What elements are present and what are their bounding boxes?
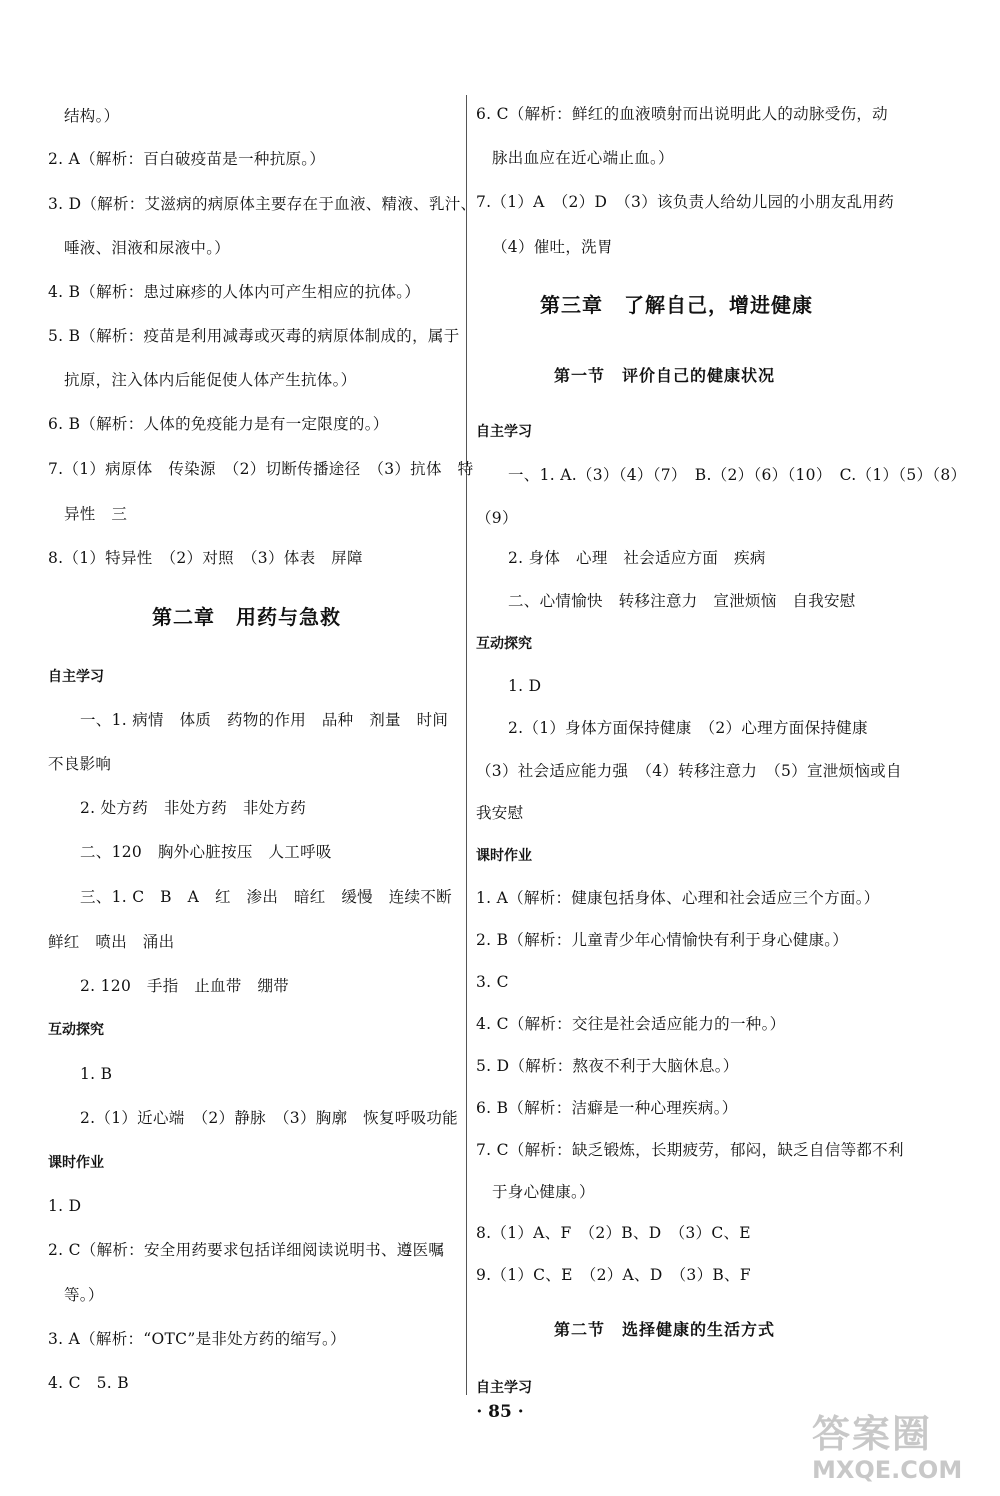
answer-line: 等。）	[64, 1286, 104, 1304]
chapter-title: 第二章 用药与急救	[152, 605, 341, 629]
answer-line: 5. B（解析：疫苗是利用减毒或灭毒的病原体制成的，属于	[48, 327, 460, 345]
subsection-heading: 互动探究	[476, 636, 532, 652]
answer-line: 脉出血应在近心端止血。）	[492, 149, 674, 167]
answer-line: 1. D	[48, 1197, 82, 1215]
answer-line: （3）社会适应能力强 （4）转移注意力 （5）宣泄烦恼或自	[476, 762, 902, 780]
answer-line: 3. A（解析：“OTC”是非处方药的缩写。）	[48, 1330, 346, 1348]
answer-line: 2.（1）身体方面保持健康 （2）心理方面保持健康	[508, 719, 868, 737]
answer-line: 2. A（解析：百白破疫苗是一种抗原。）	[48, 150, 326, 168]
answer-line: （9）	[476, 509, 518, 527]
answer-line: 2. 身体 心理 社会适应方面 疾病	[508, 549, 766, 567]
answer-line: 2. B（解析：儿童青少年心情愉快有利于身心健康。）	[476, 931, 849, 949]
answer-line: 不良影响	[48, 755, 112, 773]
answer-line: 抗原，注入体内后能促使人体产生抗体。）	[64, 371, 357, 389]
subsection-heading: 自主学习	[476, 424, 532, 440]
answer-line: 2. 处方药 非处方药 非处方药	[80, 799, 307, 817]
answer-line: 异性 三	[64, 505, 128, 523]
chapter-title: 第三章 了解自己，增进健康	[540, 293, 813, 317]
answer-line: 3. D（解析：艾滋病的病原体主要存在于血液、精液、乳汁、	[48, 195, 477, 213]
answer-line: 一、1. A.（3）（4）（7） B.（2）（6）（10） C.（1）（5）（8）	[508, 466, 967, 484]
answer-line: 5. D（解析：熬夜不利于大脑休息。）	[476, 1057, 739, 1075]
answer-line: 1. A（解析：健康包括身体、心理和社会适应三个方面。）	[476, 889, 880, 907]
subsection-heading: 互动探究	[48, 1022, 104, 1038]
subsection-heading: 自主学习	[48, 669, 104, 685]
answer-line: 唾液、泪液和尿液中。）	[64, 239, 231, 257]
answer-line: 2. C（解析：安全用药要求包括详细阅读说明书、遵医嘱	[48, 1241, 445, 1259]
answer-line: 二、心情愉快 转移注意力 宣泄烦恼 自我安慰	[508, 592, 856, 610]
column-divider	[466, 95, 467, 1395]
answer-line: 三、1. C B A 红 渗出 暗红 缓慢 连续不断	[80, 888, 452, 906]
answer-line: 7. C（解析：缺乏锻炼，长期疲劳，郁闷，缺乏自信等都不利	[476, 1141, 904, 1159]
answer-line: 6. B（解析：洁癖是一种心理疾病。）	[476, 1099, 738, 1117]
answer-line: 2. 120 手指 止血带 绷带	[80, 977, 290, 995]
answer-line: 4. B（解析：患过麻疹的人体内可产生相应的抗体。）	[48, 283, 421, 301]
answer-line: 7.（1）病原体 传染源 （2）切断传播途径 （3）抗体 特	[48, 460, 474, 478]
answer-line: 我安慰	[476, 804, 524, 822]
watermark-url: MXQE.COM	[812, 1456, 963, 1484]
answer-line: 于身心健康。）	[492, 1183, 595, 1201]
section-title: 第二节 选择健康的生活方式	[554, 1320, 776, 1339]
subsection-heading: 课时作业	[48, 1155, 104, 1171]
watermark-logo: 答案圈	[812, 1412, 933, 1456]
answer-line: 9.（1）C、E （2）A、D （3）B、F	[476, 1266, 751, 1284]
answer-line: 鲜红 喷出 涌出	[48, 933, 175, 951]
answer-line: 1. D	[508, 677, 542, 695]
answer-line: 6. C（解析：鲜红的血液喷射而出说明此人的动脉受伤，动	[476, 105, 888, 123]
subsection-heading: 课时作业	[476, 848, 532, 864]
watermark	[812, 1412, 992, 1492]
answer-line: 2.（1）近心端 （2）静脉 （3）胸廓 恢复呼吸功能	[80, 1109, 458, 1127]
answer-line: 8.（1）A、F （2）B、D （3）C、E	[476, 1224, 751, 1242]
answer-line: 7.（1）A （2）D （3）该负责人给幼儿园的小朋友乱用药	[476, 193, 894, 211]
answer-line: 3. C	[476, 973, 509, 991]
answer-line: 二、120 胸外心脏按压 人工呼吸	[80, 843, 332, 861]
answer-line: 一、1. 病情 体质 药物的作用 品种 剂量 时间	[80, 711, 449, 729]
answer-line: 1. B	[80, 1065, 113, 1083]
answer-line: 结构。）	[64, 107, 120, 125]
answer-line: 4. C（解析：交往是社会适应能力的一种。）	[476, 1015, 786, 1033]
page-number: · 85 ·	[476, 1402, 524, 1422]
subsection-heading: 自主学习	[476, 1380, 532, 1396]
answer-line: 6. B（解析：人体的免疫能力是有一定限度的。）	[48, 415, 389, 433]
answer-line: 4. C 5. B	[48, 1374, 129, 1392]
section-title: 第一节 评价自己的健康状况	[554, 366, 776, 385]
answer-line: （4）催吐，洗胃	[492, 238, 613, 256]
answer-line: 8.（1）特异性 （2）对照 （3）体表 屏障	[48, 549, 363, 567]
